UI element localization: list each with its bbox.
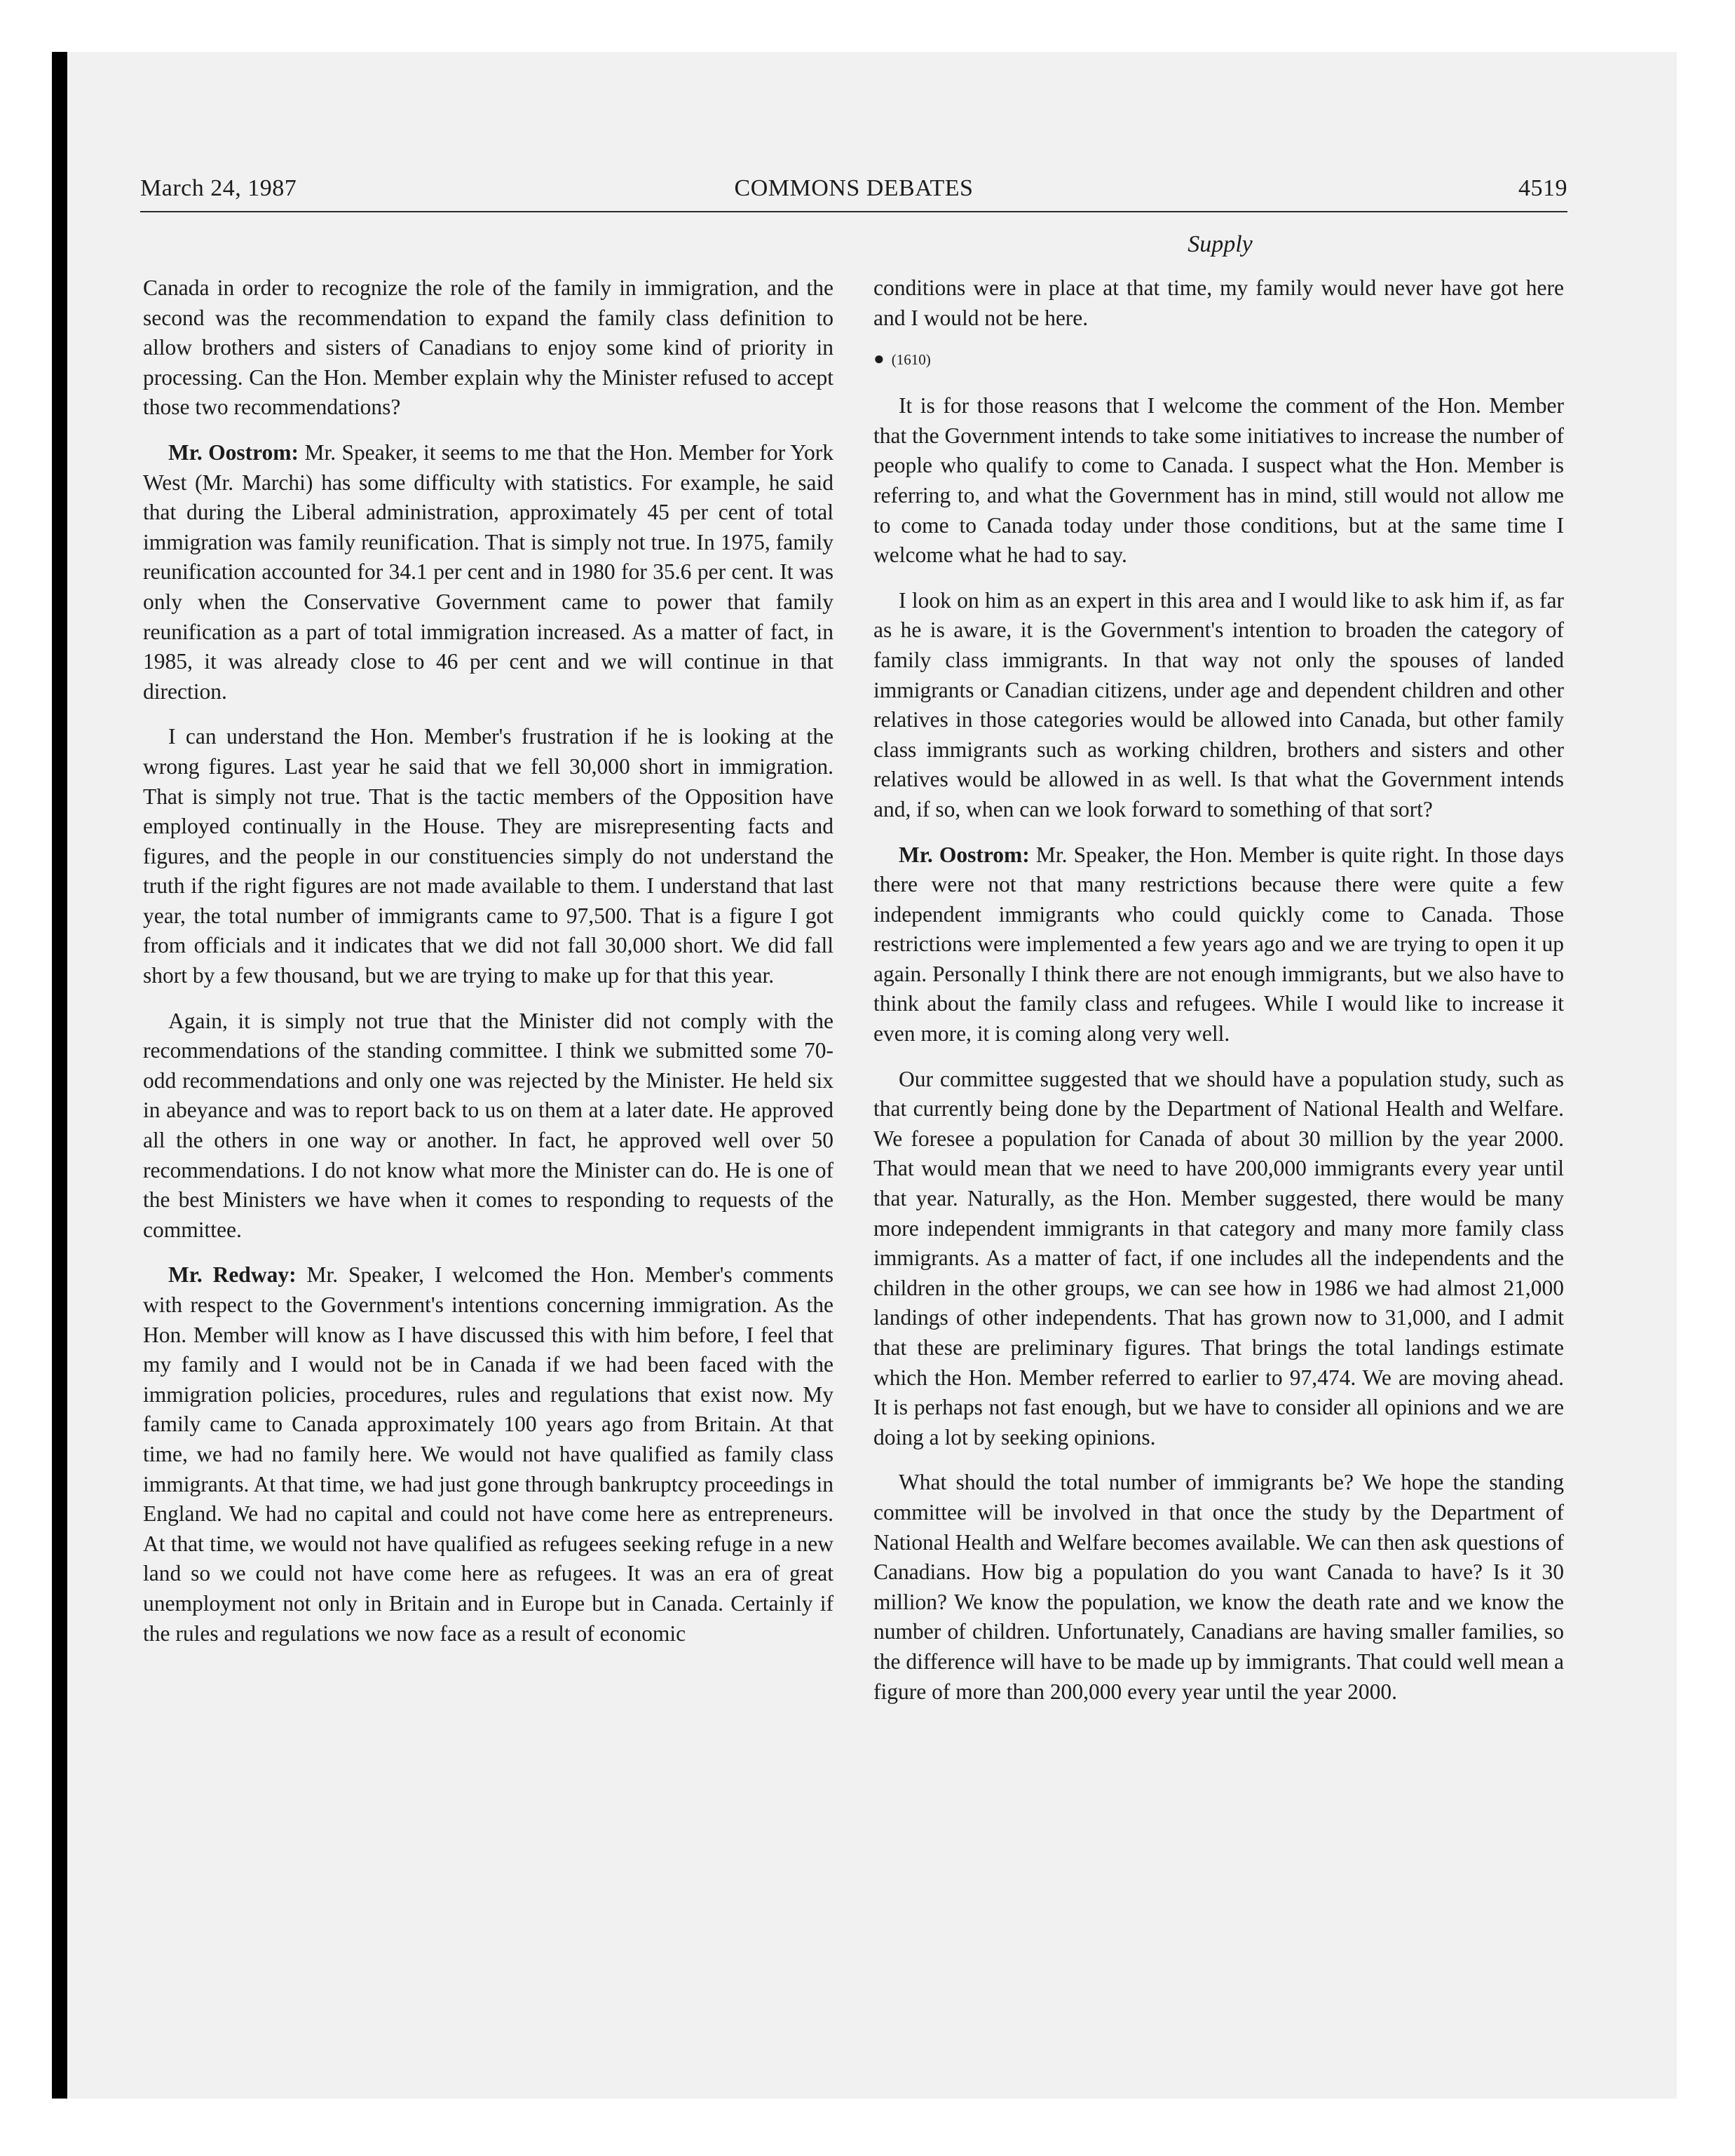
speaker-name: Mr. Redway: [168,1262,297,1288]
header-page-number: 4519 [1518,175,1567,201]
header-title: COMMONS DEBATES [734,175,974,201]
paragraph: I look on him as an expert in this area and I would like to ask him if, as far as he is aware, it is the Government's intention to broaden the category of family class immigrants. In that way not only the spouses of landed immigrants or Canadian citizens, under age and dependent children and other relatives in those categories would be allowed into Canada, but other family class immigrants such as working children, brothers and sisters and other relatives would be allowed in as well. Is that what the Government intends and, if so, when can we look forward to something of that sort? [873,587,1564,821]
header-date: March 24, 1987 [140,175,297,201]
time-marker [873,348,1564,370]
speech-paragraph [143,438,834,707]
speech-paragraph [143,1260,834,1649]
time-marker-text: (1610) [891,351,931,369]
speaker-name: Mr. Oostrom: [168,439,299,465]
right-column [873,273,1564,1722]
speaker-name: Mr. Oostrom: [899,842,1030,867]
paragraph: Canada in order to recognize the role of the family in immigration, and the second was the recommendation to expand the family class definition to allow brothers and sisters of Canadians to enjoy some kind of priority in processing. Can the Hon. Member explain why the Minister refused to accept those two recommendations? [143,275,834,420]
left-column [143,273,834,1664]
binding-edge [52,52,67,2099]
speech-paragraph [873,840,1564,1049]
speech-text: Mr. Speaker, I welcomed the Hon. Member's comments with respect to the Government's intentions concerning immigration. As the Hon. Member will know as I have discussed this with him before, I feel that my family and I would not be in Canada if we had been faced with the immigration policies, procedures, rules and regulations that exist now. My family came to Canada approximately 100 years ago from Britain. At that time, we had no family here. We would not have qualified as family class immigrants. At that time, we had just gone through bankruptcy proceedings in England. We had no capital and could not have come here as entrepreneurs. At that time, we would not have qualified as refugees seeking refuge in a new land so we could not have come here as refugees. It was an era of great unemployment not only in Britain and in Europe but in Canada. Certainly if the rules and regulations we now face as a result of economic [143,1262,834,1646]
speech-text: Mr. Speaker, the Hon. Member is quite right. In those days there were not that many restrictions because there were quite a few independent immigrants who could quickly come to Canada. Those restrictions were implemented a few years ago and we are trying to open it up again. Personally I think there are not enough immigrants, but we also have to think about the family class and refugees. While I would like to increase it even more, it is coming along very well. [873,842,1564,1046]
section-title: Supply [1188,231,1253,257]
paragraph: Again, it is simply not true that the Minister did not comply with the recommendations of the standing committee. I think we submitted some 70-odd recommendations and only one was rejected by the Minister. He held six in abeyance and was to report back to us on them at a later date. He approved all the others in one way or another. In fact, he approved well over 50 recommendations. I do not know what more the Minister can do. He is one of the best Ministers we have when it comes to responding to requests of the committee. [143,1008,834,1242]
paragraph: I can understand the Hon. Member's frustration if he is looking at the wrong figures. Last year he said that we fell 30,000 short in immigration. That is simply not true. That is the tactic members of the Opposition have employed continually in the House. They are misrepresenting facts and figures, and the people in our constituencies simply do not understand the truth if the right figures are not made available to them. I understand that last year, the total number of immigrants came to 97,500. That is a figure I got from officials and it indicates that we did not fall 30,000 short. We did fall short by a few thousand, but we are trying to make up for that this year. [143,724,834,988]
paragraph: conditions were in place at that time, my family would never have got here and I would not be here. [873,275,1564,330]
header-rule [140,211,1567,212]
paragraph: Our committee suggested that we should have a population study, such as that currently being done by the Department of National Health and Welfare. We foresee a population for Canada of about 30 million by the year 2000. That would mean that we need to have 200,000 immigrants every year until that year. Naturally, as the Hon. Member suggested, there would be many more independent immigrants in that category and many more family class immigrants. As a matter of fact, if one includes all the independents and the children in the other groups, we can see how in 1986 we had almost 21,000 landings of other independents. That has grown now to 31,000, and I admit that these are preliminary figures. That brings the total landings estimate which the Hon. Member referred to earlier to 97,474. We are moving ahead. It is perhaps not fast enough, but we have to consider all opinions and we are doing a lot by seeking opinions. [873,1066,1564,1449]
bullet-icon: ● [873,348,885,369]
paragraph: What should the total number of immigrants be? We hope the standing committee will be involved in that once the study by the Department of National Health and Welfare becomes available. We can then ask questions of Canadians. How big a population do you want Canada to have? Is it 30 million? We know the population, we know the death rate and we know the number of children. Unfortunately, Canadians are having smaller families, so the difference will have to be made up by immigrants. That could well mean a figure of more than 200,000 every year until the year 2000. [873,1470,1564,1704]
speech-text: Mr. Speaker, it seems to me that the Hon. Member for York West (Mr. Marchi) has some difficulty with statistics. For example, he said that during the Liberal administration, approximately 45 per cent of total immigration was family reunification. That is simply not true. In 1975, family reunification accounted for 34.1 per cent and in 1980 for 35.6 per cent. It was only when the Conservative Government came to power that family reunification as a part of total immigration increased. As a matter of fact, in 1985, it was already close to 46 per cent and we will continue in that direction. [143,439,834,704]
paragraph: It is for those reasons that I welcome the comment of the Hon. Member that the Government intends to take some initiatives to increase the number of people who qualify to come to Canada. I suspect what the Hon. Member is referring to, and what the Government has in mind, still would not allow me to come to Canada today under those conditions, but at the same time I welcome what he had to say. [873,393,1564,568]
page-header [140,175,1567,212]
